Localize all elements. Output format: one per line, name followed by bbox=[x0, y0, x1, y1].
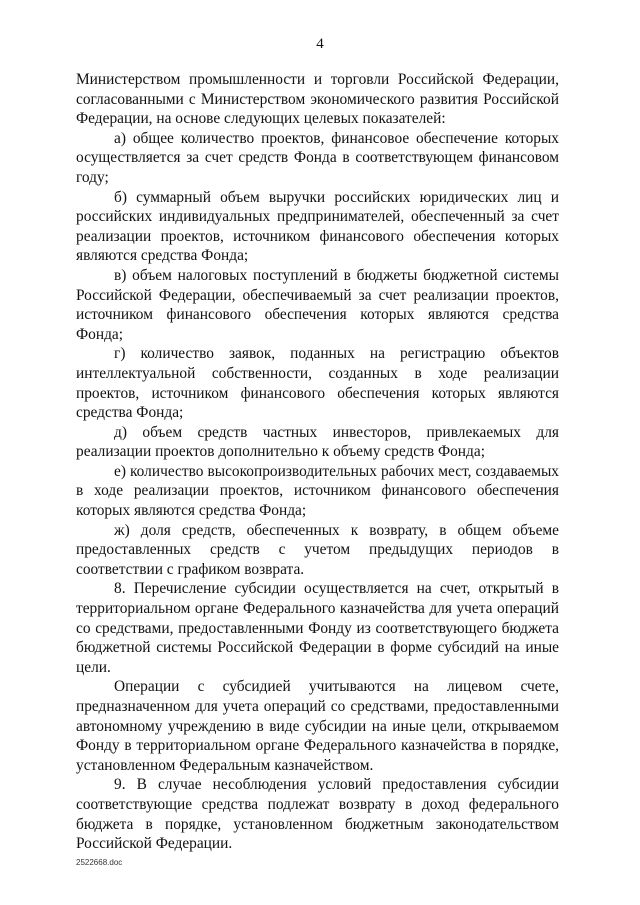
document-body bbox=[76, 70, 559, 854]
paragraph-operations: Операции с субсидией учитываются на лицевом счете, предназначенном для учета операций со средствами, предоставленными автономному учреждению в виде субсидии на иные цели, открываемом Фонду в территориальном органе Федерального казначейства в порядке, установленном Федеральным казначейством. bbox=[76, 678, 559, 774]
footer-file-name: 2522668.doc bbox=[76, 858, 123, 867]
paragraph-item-zh: ж) доля средств, обеспеченных к возврату, в общем объеме предоставленных средств с учетом предыдущих периодов в соответствии с графиком возврата. bbox=[76, 521, 559, 578]
paragraph-item-d: д) объем средств частных инвесторов, привлекаемых для реализации проектов дополнительно к объему средств Фонда; bbox=[76, 423, 559, 461]
paragraph-item-b: б) суммарный объем выручки российских юридических лиц и российских индивидуальных предпринимателей, обеспеченный за счет реализации проектов, источником финансового обеспечения которых являются средства Фонда; bbox=[76, 188, 559, 265]
paragraph-clause-9: 9. В случае несоблюдения условий предоставления субсидии соответствующие средства подлежат возврату в доход федерального бюджета в порядке, установленном бюджетным законодательством Российской Федерации. bbox=[76, 776, 559, 853]
paragraph-item-v: в) объем налоговых поступлений в бюджеты бюджетной системы Российской Федерации, обеспечиваемый за счет реализации проектов, источником финансового обеспечения которых являются средства Фонда; bbox=[76, 266, 559, 343]
paragraph-item-a: а) общее количество проектов, финансовое обеспечение которых осуществляется за счет средств Фонда в соответствующем финансовом году; bbox=[76, 129, 559, 186]
paragraph-continuation: Министерством промышленности и торговли Российской Федерации, согласованными с Министерством экономического развития Российской Федерации, на основе следующих целевых показателей: bbox=[76, 71, 559, 128]
page-number: 4 bbox=[316, 36, 324, 52]
paragraph-clause-8: 8. Перечисление субсидии осуществляется на счет, открытый в территориальном органе Федерального казначейства для учета операций со средствами, предоставленными Фонду из соответствующего бюджета бюджетной системы Российской Федерации в форме субсидий на иные цели. bbox=[76, 580, 559, 676]
paragraph-item-e: е) количество высокопроизводительных рабочих мест, создаваемых в ходе реализации проектов, источником финансового обеспечения которых являются средства Фонда; bbox=[76, 462, 559, 520]
paragraph-item-g: г) количество заявок, поданных на регистрацию объектов интеллектуальной собственности, созданных в ходе реализации проектов, источником финансового обеспечения которых являются средства Фонда; bbox=[76, 345, 559, 422]
